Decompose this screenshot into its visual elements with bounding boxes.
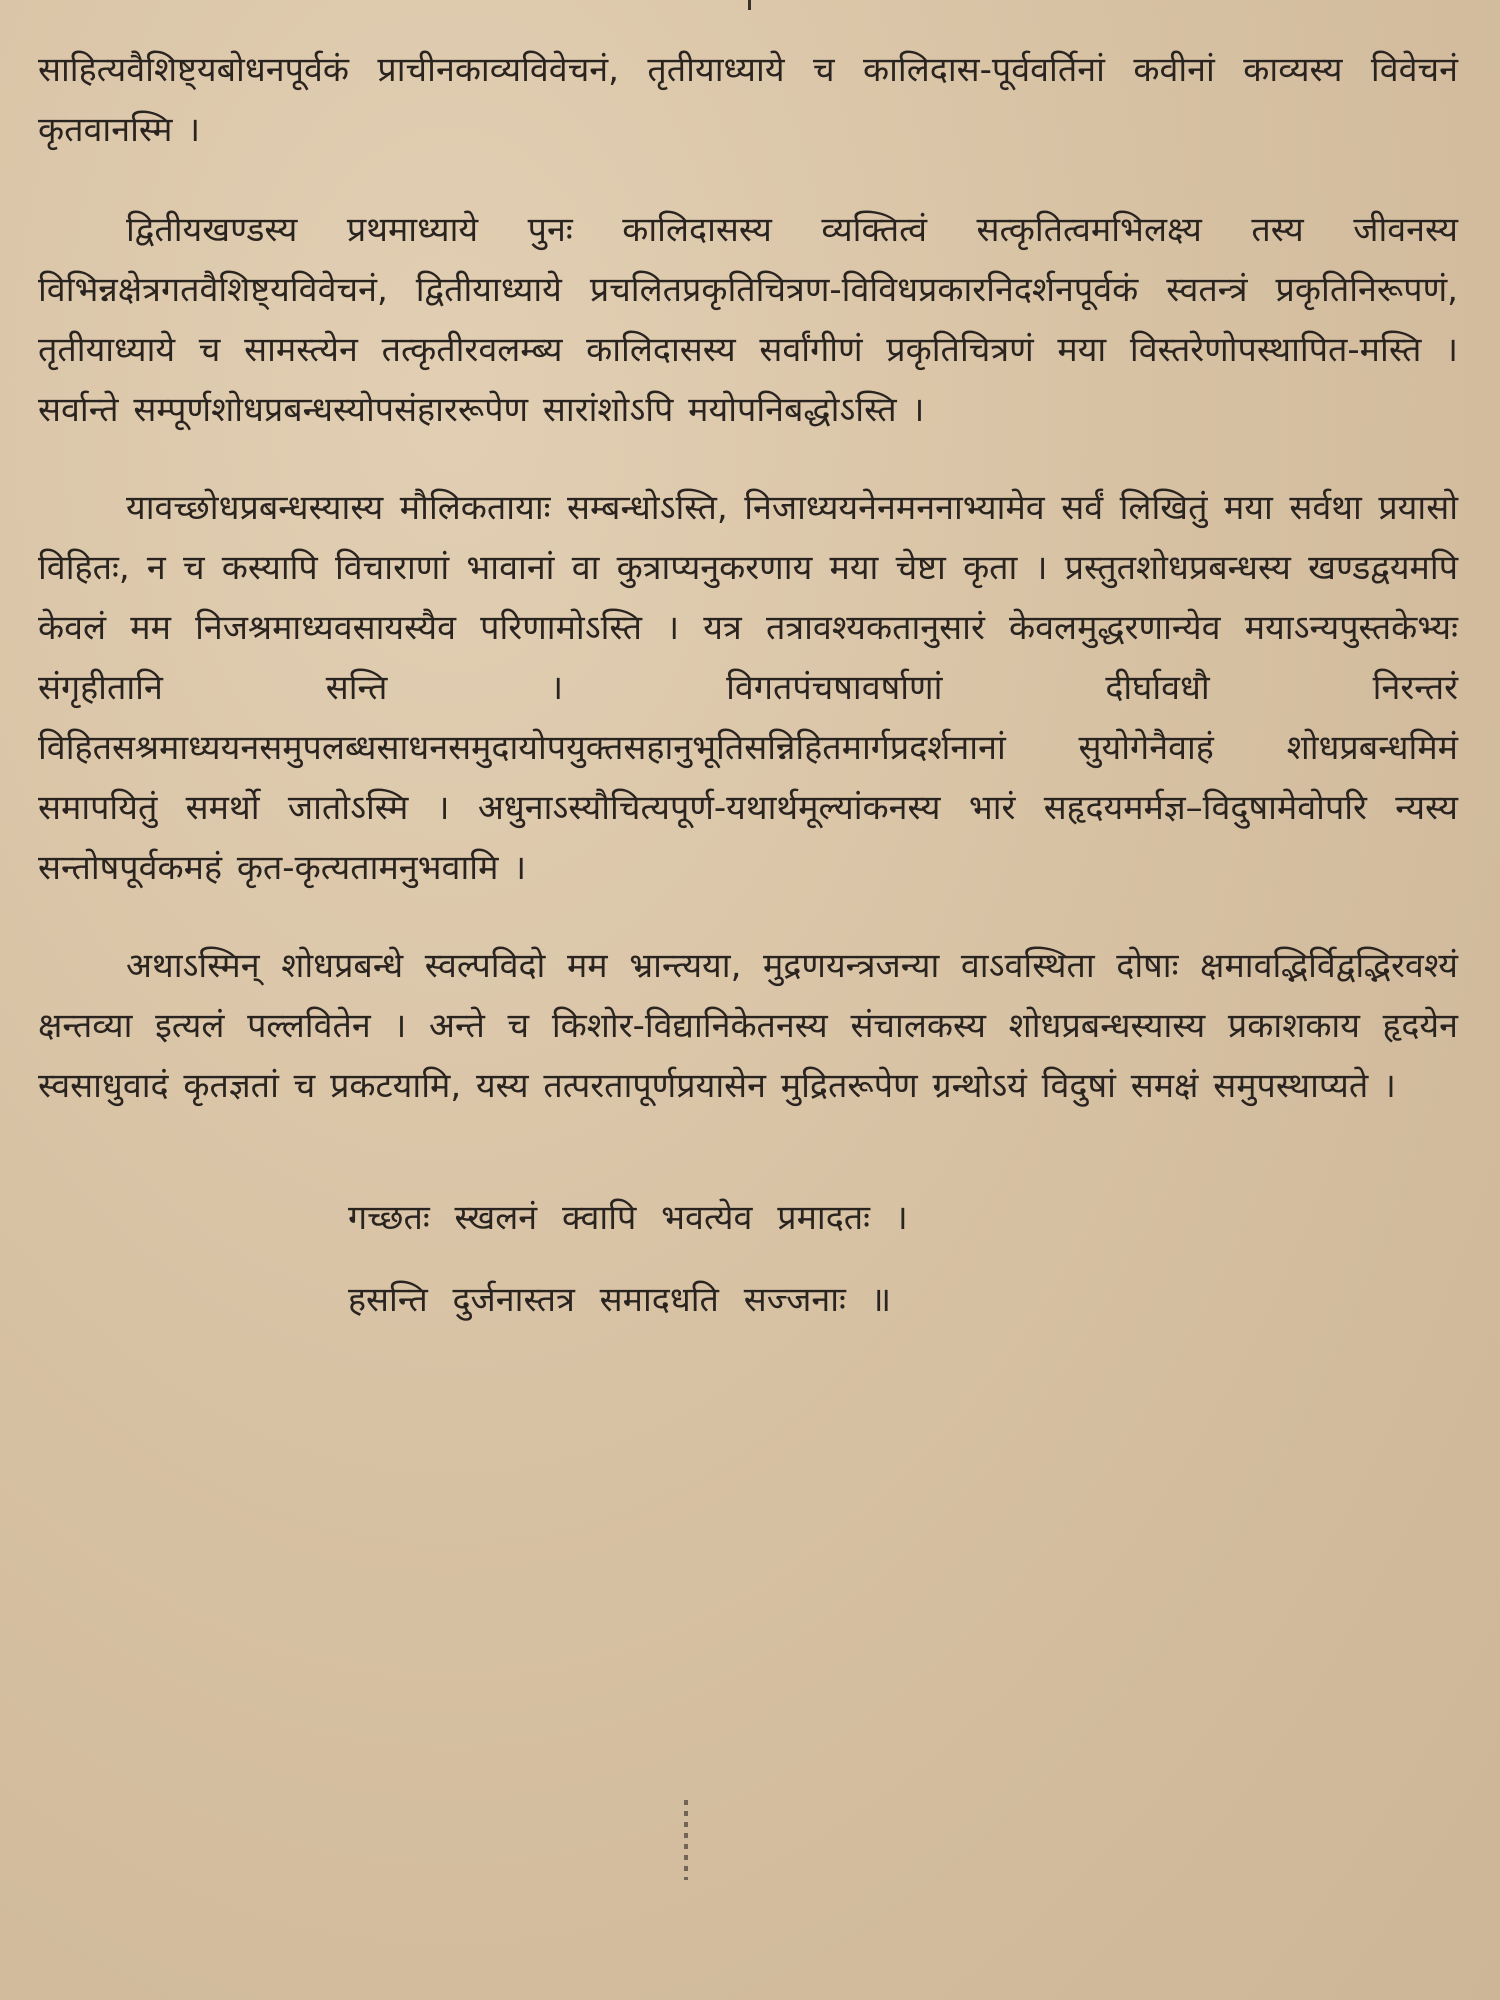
verse-line-1: गच्छतः स्खलनं क्वापि भवत्येव प्रमादतः । bbox=[348, 1198, 908, 1238]
ornament-mark bbox=[684, 1800, 688, 1880]
verse-line-2: हसन्ति दुर्जनास्तत्र समादधति सज्जनाः ॥ bbox=[348, 1280, 892, 1320]
paragraph-2: द्वितीयखण्डस्य प्रथमाध्याये पुनः कालिदासस्य व्यक्तित्वं सत्कृतित्वमभिलक्ष्य तस्य जीवनस्य विभिन्नक्षेत्रगतवैशिष्ट्यविवेचनं, द्वितीयाध्याये प्रचलितप्रकृतिचित्रण-विविधप्रकारनिदर्शनपूर्वकं स्वतन्त्रं प्रकृतिनिरूपणं, तृतीयाध्याये च सामस्त्येन तत्कृतीरवलम्ब्य कालिदासस्य सर्वांगीणं प्रकृतिचित्रणं मया विस्तरेणोपस्थापित-मस्ति । सर्वान्ते सम्पूर्णशोधप्रबन्धस्योपसंहाररूपेण सारांशोऽपि मयोपनिबद्धोऽस्ति । bbox=[38, 210, 1458, 430]
closing-verse bbox=[38, 1186, 1458, 1332]
paragraph-1: साहित्यवैशिष्ट्यबोधनपूर्वकं प्राचीनकाव्यविवेचनं, तृतीयाध्याये च कालिदास-पूर्ववर्तिनां कवीनां काव्यस्य विवेचनं कृतवानस्मि । bbox=[38, 50, 1458, 150]
paragraph-4: अथाऽस्मिन् शोधप्रबन्धे स्वल्पविदो मम भ्रान्त्यया, मुद्रणयन्त्रजन्या वाऽवस्थिता दोषाः क्षमावद्भिर्विद्वद्भिरवश्यं क्षन्तव्या इत्यलं पल्लवितेन । अन्ते च किशोर-विद्यानिकेतनस्य संचालकस्य शोधप्रबन्धस्यास्य प्रकाशकाय हृदयेन स्वसाधुवादं कृतज्ञतां च प्रकटयामि, यस्य तत्परतापूर्णप्रयासेन मुद्रितरूपेण ग्रन्थोऽयं विदुषां समक्षं समुपस्थाप्यते । bbox=[38, 946, 1458, 1106]
paragraph-3: यावच्छोधप्रबन्धस्यास्य मौलिकतायाः सम्बन्धोऽस्ति, निजाध्ययनेनमननाभ्यामेव सर्वं लिखितुं मया सर्वथा प्रयासो विहितः, न च कस्यापि विचाराणां भावानां वा कुत्राप्यनुकरणाय मया चेष्टा कृता । प्रस्तुतशोधप्रबन्धस्य खण्डद्वयमपि केवलं मम निजश्रमाध्यवसायस्यैव परिणामोऽस्ति । यत्र तत्रावश्यकतानुसारं केवलमुद्धरणान्येव मयाऽन्यपुस्तकेभ्यः संगृहीतानि सन्ति । विगतपंचषावर्षाणां दीर्घावधौ निरन्तरं विहितसश्रमाध्ययनसमुपलब्धसाधनसमुदायोपयुक्तसहानुभूतिसन्निहितमार्गप्रदर्शनानां सुयोगेनैवाहं शोधप्रबन्धमिमं समापयितुं समर्थो जातोऽस्मि । अधुनाऽस्यौचित्यपूर्ण-यथार्थमूल्यांकनस्य भारं सहृदयमर्मज्ञ–विदुषामेवोपरि न्यस्य सन्तोषपूर्वकमहं कृत-कृत्यतामनुभवामि । bbox=[38, 488, 1458, 888]
document-page bbox=[38, 40, 1458, 1960]
page-speck bbox=[748, 0, 751, 10]
